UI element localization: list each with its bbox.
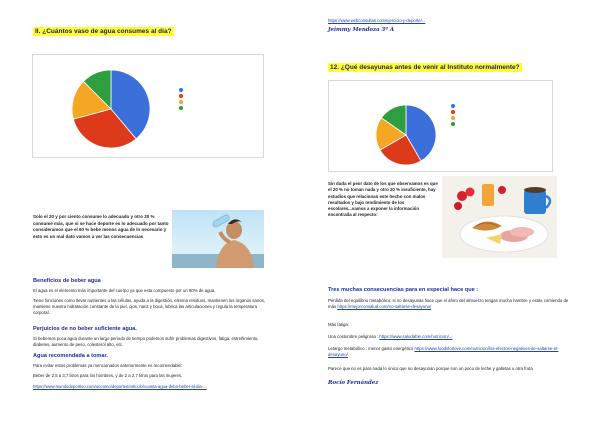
chart-legend bbox=[451, 103, 457, 127]
harm-heading: Perjuicios de no beber suficiente agua. bbox=[33, 326, 137, 332]
author-signature-bottom: Rocío Fernández bbox=[328, 380, 379, 386]
chart-breakfast bbox=[328, 80, 553, 172]
source-link-left[interactable]: https://www.mundodeportivo.com/uncomo/deportes/articulo/cuanta-agua-debo-beber-al-dia-... bbox=[33, 384, 207, 389]
consequence-2-text: Una costumbre peligrosa : bbox=[328, 334, 379, 339]
question-11-heading: II. ¿Cuántos vaso de agua consumes al día? bbox=[35, 28, 172, 35]
consequence-1-text: Pérdida del equilibrio metabólico: si no desayunas hace que el aforo del almuerzo tengas mucha hambre y estás comiendo de más bbox=[328, 298, 569, 310]
consequence-1-link[interactable]: https://mejorconsalud.com/no-saltarse-desayuno/ bbox=[337, 304, 432, 310]
legend-swatch bbox=[179, 106, 183, 110]
question-12-heading: 12. ¿Qué desayunas antes de venir al Instituto normalmente? bbox=[330, 64, 520, 71]
benefits-heading: Beneficios de beber agua bbox=[33, 278, 101, 284]
author-signature-top: Jeimmy Mendoza 3º A bbox=[328, 27, 395, 33]
right-page bbox=[300, 0, 600, 424]
legend-swatch bbox=[179, 94, 183, 98]
chart-legend bbox=[179, 87, 185, 111]
benefits-p1: El agua es el elemento más importante del cuerpo ya que esta compuesto por un 80% de agua. bbox=[33, 288, 216, 293]
consequence-1 bbox=[328, 298, 576, 310]
consequence-fatigue: Más fatiga: bbox=[328, 322, 350, 327]
legend-item bbox=[451, 121, 457, 127]
chart-water-intake bbox=[32, 54, 264, 158]
legend-swatch bbox=[451, 116, 455, 120]
consequences-heading: Tres muchas consecuencias para en especial hace que : bbox=[328, 287, 479, 293]
consequence-4: Parece que no es para nada lo único que no desayunan porque son un poco de leche y galletas u otra fruta bbox=[328, 366, 533, 371]
benefits-p2: Tiene funciones como llevar nutrientes a las células, ayuda a la digestión, elimina residuos, mantienen los órganos sanos, mantiene nuestra hidratación constante de la piel, ojos, nariz y boca, lubrica las articulaciones y regula la temperatura corporal. bbox=[33, 298, 266, 316]
harm-paragraph: Si bebemos poca agua durante un largo periodo de tiempo podemos sufrir problemas digestivos, fatiga, estreñimiento, diabetes, aumento de peso, colesterol alto, etc. bbox=[33, 336, 259, 348]
consequence-2-link[interactable]: https://www.saludable.com/nutricion/... bbox=[379, 334, 453, 339]
legend-swatch bbox=[451, 110, 455, 114]
top-source-link[interactable]: https://www.webconsultas.com/ejercicio-y-deporte/... bbox=[328, 18, 426, 23]
recommended-heading: Agua recomendada a tomar. bbox=[33, 353, 108, 359]
legend-swatch bbox=[179, 100, 183, 104]
intro-paragraph-right: Sin duda el peor dato de los que observamos es que el 20 % no toman nada y otro 20 % insuficiente, hay estudios que relacionan este hecho con malos resultados y bajo rendimiento de los escolares...vamos a exponer la información encontrada al respecto: bbox=[328, 181, 438, 218]
consequence-3 bbox=[328, 346, 576, 358]
legend-item bbox=[179, 105, 185, 111]
photo-breakfast bbox=[442, 176, 557, 258]
photo-drinking-water bbox=[172, 210, 264, 268]
consequence-3-link[interactable]: https://www.foodsforlove.com/nutricion/los-efectos-negativos-de-saltarse-el-desayuno/ bbox=[328, 346, 559, 358]
recommended-p1: Para evitar estos problemas ya mencionados anteriormente es recomendable: bbox=[33, 363, 183, 368]
pie-chart-water bbox=[71, 69, 151, 149]
pie-chart-breakfast bbox=[375, 104, 437, 166]
consequence-3-text: Letargo metabólico : menor gasto energético bbox=[328, 346, 414, 351]
recommended-p2: Beber de 2,5 a 3,7 litros para los hombres, y de 2 a 2,7 litros para las mujeres. bbox=[33, 373, 183, 378]
consequence-2 bbox=[328, 334, 576, 340]
legend-swatch bbox=[179, 88, 183, 92]
intro-paragraph: Solo el 20 y por ciento consume lo adecuado y otro 20 % consume más, que si se hace deporte es lo adecuado por tanto consideramos que el 60 % bebe menos agua de lo necesario y esto es un mal dato vamos a ver las consecuencias bbox=[33, 214, 169, 239]
legend-swatch bbox=[451, 104, 455, 108]
legend-swatch bbox=[451, 122, 455, 126]
